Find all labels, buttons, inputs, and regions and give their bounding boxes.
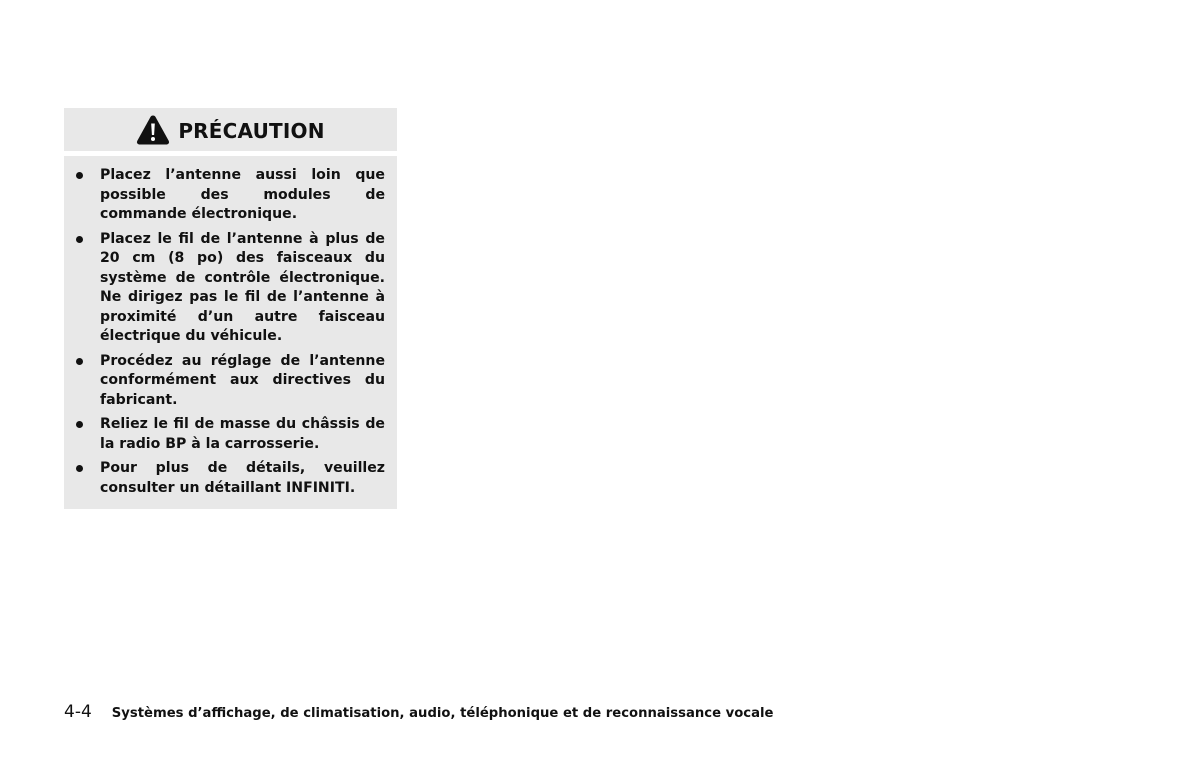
list-item xyxy=(74,415,385,454)
caution-title: PRÉCAUTION xyxy=(178,118,325,143)
list-item-text: Placez l’antenne aussi loin que possible des modules de commande électronique. xyxy=(100,167,385,222)
list-item-text: Reliez le fil de masse du châssis de la radio BP à la carrosserie. xyxy=(100,416,385,452)
section-title: Systèmes d’affichage, de climatisation, audio, téléphonique et de reconnaissance vocale xyxy=(111,706,774,721)
list-item-text: Placez le fil de l’antenne à plus de 20 cm (8 po) des faisceaux du système de contrôle électronique. Ne dirigez pas le fil de l’antenne à proximité d’un autre faisceau électrique du véhicule. xyxy=(100,230,385,344)
list-item xyxy=(74,459,385,498)
warning-triangle-icon xyxy=(136,114,170,146)
list-item-text: Procédez au réglage de l’antenne conformément aux directives du fabricant. xyxy=(100,352,385,408)
bullet-icon xyxy=(76,465,83,472)
list-item xyxy=(74,166,385,225)
bullet-icon xyxy=(76,421,83,428)
page-number: 4-4 xyxy=(64,702,92,722)
caution-header xyxy=(64,108,397,151)
page-footer xyxy=(64,702,773,722)
caution-list xyxy=(74,166,385,498)
list-item xyxy=(74,352,385,411)
caution-box xyxy=(64,108,397,509)
caution-body xyxy=(64,156,397,509)
list-item-text: Pour plus de détails, veuillez consulter un détaillant INFINITI. xyxy=(100,460,385,496)
bullet-icon xyxy=(76,236,83,243)
list-item xyxy=(74,230,385,347)
bullet-icon xyxy=(76,358,83,365)
bullet-icon xyxy=(76,172,83,179)
